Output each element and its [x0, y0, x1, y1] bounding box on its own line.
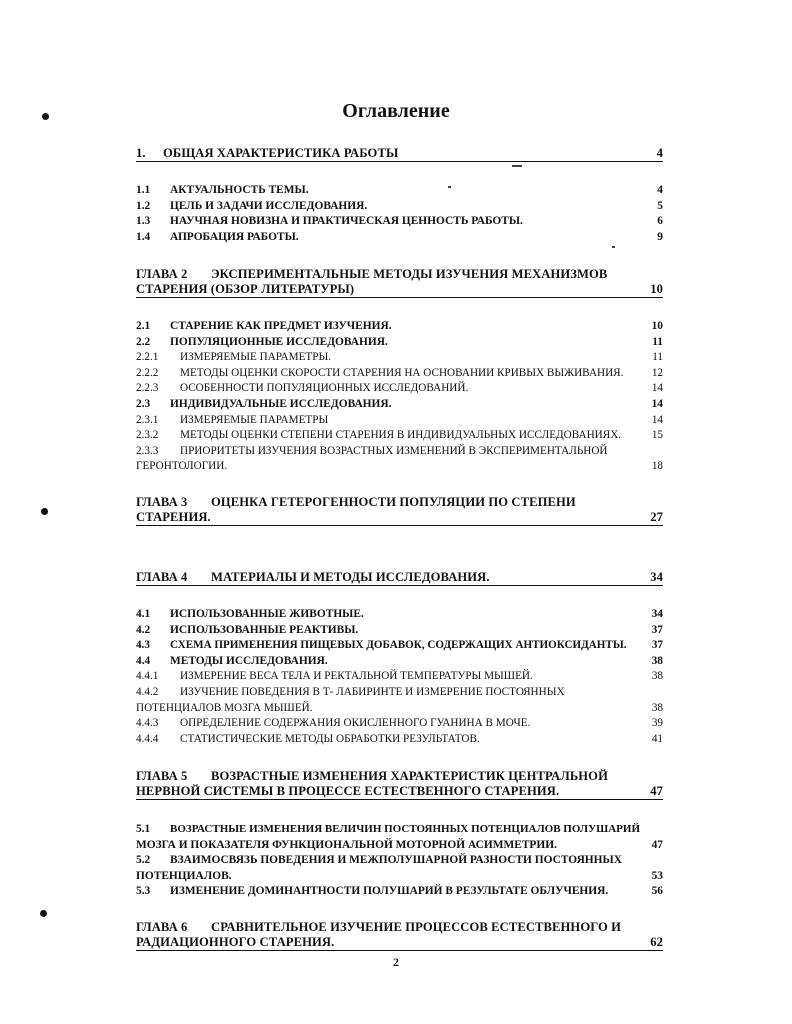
toc-entry: 2.2.2 МЕТОДЫ ОЦЕНКИ СКОРОСТИ СТАРЕНИЯ НА ОСНОВАНИИ КРИВЫХ ВЫЖИВАНИЯ. 12: [136, 366, 663, 379]
toc-entry: 2.3.2 МЕТОДЫ ОЦЕНКИ СТЕПЕНИ СТАРЕНИЯ В ИНДИВИДУАЛЬНЫХ ИССЛЕДОВАНИЯХ. 15: [136, 429, 663, 442]
chapter-2-items: [136, 319, 663, 475]
toc-entry: 2.3.3 ПРИОРИТЕТЫ ИЗУЧЕНИЯ ВОЗРАСТНЫХ ИЗМЕНЕНИЙ В ЭКСПЕРИМЕНТАЛЬНОЙ ГЕРОНТОЛОГИИ. 18: [136, 444, 663, 473]
binder-hole: [40, 910, 47, 917]
toc-entry: 5.1 ВОЗРАСТНЫЕ ИЗМЕНЕНИЯ ВЕЛИЧИН ПОСТОЯННЫХ ПОТЕНЦИАЛОВ ПОЛУШАРИЙ МОЗГА И ПОКАЗАТЕЛЯ ФУНКЦИОНАЛЬНОЙ МОТОРНОЙ АСИММЕТРИИ. 47: [136, 823, 663, 851]
chapter-1-heading: 1. ОБЩАЯ ХАРАКТЕРИСТИКА РАБОТЫ 4: [136, 146, 663, 160]
toc-entry: 1.4 АПРОБАЦИЯ РАБОТЫ. 9: [136, 230, 663, 243]
chapter-5-items: [136, 822, 663, 900]
chapter-4-items: [136, 607, 663, 747]
toc-entry: 1.2 ЦЕЛЬ И ЗАДАЧИ ИССЛЕДОВАНИЯ. 5: [136, 199, 663, 212]
toc-entry: 4.4.3 ОПРЕДЕЛЕНИЕ СОДЕРЖАНИЯ ОКИСЛЕННОГО ГУАНИНА В МОЧЕ. 39: [136, 717, 663, 730]
toc-entry: 5.3 ИЗМЕНЕНИЕ ДОМИНАНТНОСТИ ПОЛУШАРИЙ В РЕЗУЛЬТАТЕ ОБЛУЧЕНИЯ. 56: [136, 885, 663, 898]
toc-entry: 1.1 АКТУАЛЬНОСТЬ ТЕМЫ. 4: [136, 184, 663, 196]
toc-entry: 1.3 НАУЧНАЯ НОВИЗНА И ПРАКТИЧЕСКАЯ ЦЕННОСТЬ РАБОТЫ. 6: [136, 215, 663, 228]
toc-entry: 4.4.2 ИЗУЧЕНИЕ ПОВЕДЕНИЯ В Т- ЛАБИРИНТЕ И ИЗМЕРЕНИЕ ПОСТОЯННЫХ ПОТЕНЦИАЛОВ МОЗГА МЫШЕЙ. 38: [136, 685, 663, 714]
toc-entry: 5.2 ВЗАИМОСВЯЗЬ ПОВЕДЕНИЯ И МЕЖПОЛУШАРНОЙ РАЗНОСТИ ПОСТОЯННЫХ ПОТЕНЦИАЛОВ. 53: [136, 854, 663, 882]
toc-entry: 2.3.1 ИЗМЕРЯЕМЫЕ ПАРАМЕТРЫ 14: [136, 413, 663, 426]
chapter-5-heading: ГЛАВА 5 ВОЗРАСТНЫЕ ИЗМЕНЕНИЯ ХАРАКТЕРИСТИК ЦЕНТРАЛЬНОЙ НЕРВНОЙ СИСТЕМЫ В ПРОЦЕССЕ ЕСТЕСТВЕННОГО СТАРЕНИЯ. 47: [136, 769, 663, 798]
page-title: Оглавление: [342, 100, 450, 122]
toc-entry: 2.1 СТАРЕНИЕ КАК ПРЕДМЕТ ИЗУЧЕНИЯ. 10: [136, 320, 663, 332]
toc-entry: 2.2.1 ИЗМЕРЯЕМЫЕ ПАРАМЕТРЫ. 11: [136, 351, 663, 364]
page-number: 2: [393, 955, 399, 969]
toc-entry: 4.4.4 СТАТИСТИЧЕСКИЕ МЕТОДЫ ОБРАБОТКИ РЕЗУЛЬТАТОВ. 41: [136, 732, 663, 745]
chapter-4-heading: ГЛАВА 4 МАТЕРИАЛЫ И МЕТОДЫ ИССЛЕДОВАНИЯ. 34: [136, 570, 663, 584]
chapter-6-heading: ГЛАВА 6 СРАВНИТЕЛЬНОЕ ИЗУЧЕНИЕ ПРОЦЕССОВ ЕСТЕСТВЕННОГО И РАДИАЦИОННОГО СТАРЕНИЯ. 62: [136, 920, 663, 949]
toc-entry: 4.4.1 ИЗМЕРЕНИЕ ВЕСА ТЕЛА И РЕКТАЛЬНОЙ ТЕМПЕРАТУРЫ МЫШЕЙ. 38: [136, 670, 663, 683]
toc-entry: 4.1 ИСПОЛЬЗОВАННЫЕ ЖИВОТНЫЕ. 34: [136, 608, 663, 620]
toc-entry: 4.3 СХЕМА ПРИМЕНЕНИЯ ПИЩЕВЫХ ДОБАВОК, СОДЕРЖАЩИХ АНТИОКСИДАНТЫ. 37: [136, 639, 663, 652]
toc-entry: 2.2.3 ОСОБЕННОСТИ ПОПУЛЯЦИОННЫХ ИССЛЕДОВАНИЙ. 14: [136, 382, 663, 395]
toc-entry: 2.2 ПОПУЛЯЦИОННЫЕ ИССЛЕДОВАНИЯ. 11: [136, 335, 663, 348]
chapter-3-heading: ГЛАВА 3 ОЦЕНКА ГЕТЕРОГЕННОСТИ ПОПУЛЯЦИИ ПО СТЕПЕНИ СТАРЕНИЯ. 27: [136, 495, 663, 524]
scan-speck: [612, 246, 615, 248]
toc-entry: 4.4 МЕТОДЫ ИССЛЕДОВАНИЯ. 38: [136, 654, 663, 667]
scan-speck: [512, 165, 522, 167]
chapter-1-items: [136, 183, 663, 245]
chapter-2-heading: ГЛАВА 2 ЭКСПЕРИМЕНТАЛЬНЫЕ МЕТОДЫ ИЗУЧЕНИЯ МЕХАНИЗМОВ СТАРЕНИЯ (ОБЗОР ЛИТЕРАТУРЫ) 10: [136, 267, 663, 296]
binder-hole: [41, 508, 48, 515]
toc-entry: 4.2 ИСПОЛЬЗОВАННЫЕ РЕАКТИВЫ. 37: [136, 623, 663, 636]
toc-entry: 2.3 ИНДИВИДУАЛЬНЫЕ ИССЛЕДОВАНИЯ. 14: [136, 397, 663, 410]
